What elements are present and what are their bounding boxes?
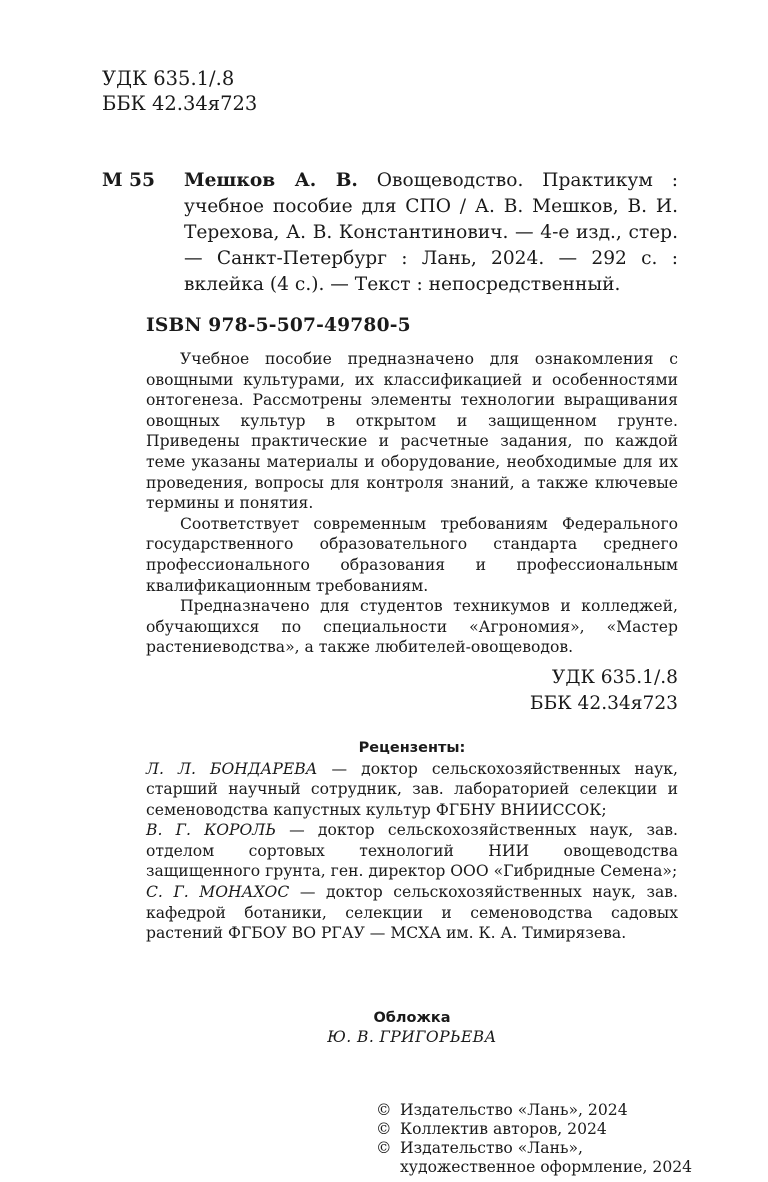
- classification-top: [102, 66, 678, 116]
- copyright-symbol: ©: [376, 1119, 392, 1138]
- reviewer-name: В. Г. КОРОЛЬ: [146, 821, 276, 840]
- copyright-text: Издательство «Лань»,: [400, 1138, 583, 1157]
- reviewer-entry: [146, 882, 678, 944]
- entry-description: Овощеводство. Практикум : учебное пособие для СПО / А. В. Мешков, В. И. Терехова, А. В. Константинович. — 4-е изд., стер. — Санкт-Петербург : Лань, 2024. — 292 с. : вклейка (4 с.). — Текст : непосредственный.: [184, 170, 678, 295]
- copyright-symbol: ©: [376, 1138, 392, 1157]
- cover-credit: [102, 1009, 678, 1047]
- bbk-code: ББК 42.34я723: [529, 692, 678, 714]
- reviewer-description: — доктор сельскохозяйственных наук, старший научный сотрудник, зав. лабораторией селекции и семеноводства капустных культур ФГБНУ ВНИИССОК;: [146, 759, 679, 819]
- reviewer-description: — доктор сельскохозяйственных наук, зав. кафедрой ботаники, селекции и семеноводства садовых растений ФГБОУ ВО РГАУ — МСХА им. К. А. Тимирязева.: [146, 883, 678, 943]
- copyright-text: Издательство «Лань», 2024: [400, 1100, 628, 1119]
- copyright-continuation: художественное оформление, 2024: [400, 1157, 693, 1176]
- cover-designer: Ю. В. ГРИГОРЬЕВА: [327, 1027, 497, 1046]
- reviewers: [102, 738, 678, 944]
- annotation-paragraph: Учебное пособие предназначено для ознакомления с овощными культурами, их классификацией и особенностями онтогенеза. Рассмотрены элементы технологии выращивания овощных культур в открытом и защищенном грунте. Приведены практические и расчетные задания, по каждой теме указаны материалы и оборудование, необходимые для их проведения, вопросы для контроля знаний, а также ключевые термины и понятия.: [146, 350, 678, 513]
- annotation-paragraph: Предназначено для студентов техникумов и колледжей, обучающихся по специальности «Агрономия», «Мастер растениеводства», а также любителей-овощеводов.: [146, 597, 678, 657]
- annotation-paragraph: Соответствует современным требованиям Федерального государственного образовательного стандарта среднего профессионального образования и профессиональным квалификационным требованиям.: [146, 514, 678, 595]
- classification-bottom: [102, 665, 678, 717]
- copyright-line: [376, 1139, 678, 1158]
- isbn: ISBN 978-5-507-49780-5: [146, 315, 411, 336]
- reviewer-name: С. Г. МОНАХОС: [146, 883, 290, 902]
- udk-code: УДК 635.1/.8: [551, 666, 678, 688]
- copyright-line: [376, 1120, 678, 1139]
- bibliographic-entry: [102, 168, 678, 298]
- copyright-symbol: ©: [376, 1100, 392, 1119]
- copyright-block: [376, 1100, 693, 1177]
- author-sign: М 55: [102, 170, 155, 191]
- reviewers-title: Рецензенты:: [358, 739, 466, 756]
- reviewer-name: Л. Л. БОНДАРЕВА: [146, 759, 318, 778]
- reviewer-entry: [146, 759, 678, 821]
- reviewer-entry: [146, 820, 678, 882]
- copyright-text: Коллектив авторов, 2024: [400, 1119, 607, 1138]
- entry-author: Мешков А. В.: [184, 170, 358, 191]
- copyright-line: [376, 1157, 693, 1177]
- copyright-line: [376, 1101, 678, 1120]
- annotation: [102, 349, 678, 658]
- udk-code: УДК 635.1/.8: [102, 67, 235, 90]
- reviewer-description: — доктор сельскохозяйственных наук, зав. отделом сортовых технологий НИИ овощеводства защищенного грунта, ген. директор ООО «Гибридные Семена»;: [146, 821, 678, 881]
- cover-title: Обложка: [373, 1009, 451, 1026]
- bbk-code: ББК 42.34я723: [102, 92, 258, 115]
